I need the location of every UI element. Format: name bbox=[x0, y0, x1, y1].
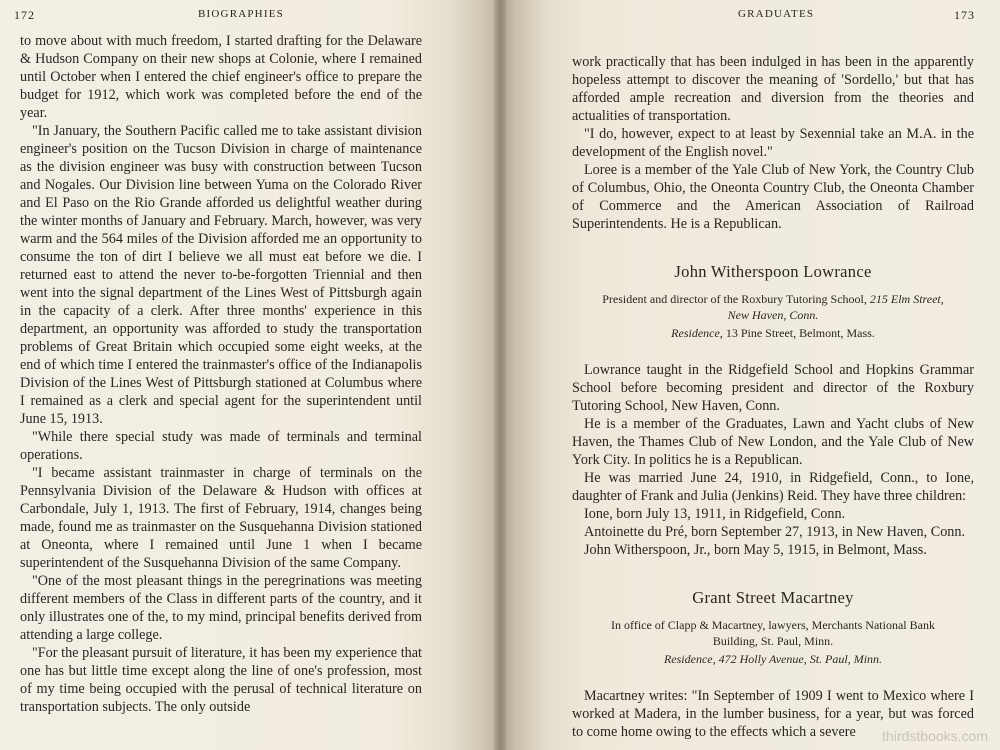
body-paragraph: work practically that has been indulged in has been in the apparently hopeless attempt to discover the meaning of 'Sordello,' but that has afforded ample recreation and diversion from the theories and actualities of transportation. bbox=[572, 54, 974, 124]
body-paragraph: "I do, however, expect to at least by Sexennial take an M.A. in the development of the English novel." bbox=[572, 126, 974, 160]
child-entry: Ione, born July 13, 1911, in Ridgefield, Conn. bbox=[584, 506, 846, 522]
body-paragraph: Loree is a member of the Yale Club of New York, the Country Club of Columbus, Ohio, the Oneonta Country Club, the Oneonta Chamber of Commerce and the American Association of Railroad Superintendents. He is a Republican. bbox=[572, 162, 974, 232]
residence-label: Residence, bbox=[671, 326, 723, 340]
residence-text: 472 Holly Avenue, St. Paul, Minn. bbox=[718, 652, 883, 666]
body-paragraph: Lowrance taught in the Ridgefield School and Hopkins Grammar School before becoming president and director of the Roxbury Tutoring School, New Haven, Conn. bbox=[572, 362, 974, 414]
watermark: thirdstbooks.com bbox=[882, 728, 988, 744]
child-entry: John Witherspoon, Jr., born May 5, 1915, in Belmont, Mass. bbox=[584, 542, 927, 558]
right-page bbox=[500, 0, 1000, 750]
book-gutter bbox=[494, 0, 506, 750]
occupation-address: 215 Elm Street, New Haven, Conn. bbox=[727, 292, 944, 322]
body-paragraph: He is a member of the Graduates, Lawn and Yacht clubs of New Haven, the Thames Club of New London, and the Yale Club of New York City. In politics he is a Republican. bbox=[572, 416, 974, 468]
entry-name-macartney: Grant Street Macartney bbox=[692, 588, 854, 607]
occupation-text: President and director of the Roxbury Tutoring School, bbox=[602, 292, 867, 306]
page-number-right: 173 bbox=[954, 8, 975, 22]
entry-occupation-lowrance bbox=[592, 291, 954, 323]
body-paragraph: "I became assistant trainmaster in charge of terminals on the Pennsylvania Division of the Delaware & Hudson with offices at Carbondale, July 1, 1913. The first of February, 1914, changes being made, found me as trainmaster on the Susquehanna Division stationed at Oneonta, where I remained until June 1 when I became superintendent of the Susquehanna Division of the same Company. bbox=[20, 465, 422, 571]
right-page-body bbox=[572, 53, 974, 741]
running-head-right: GRADUATES bbox=[738, 8, 815, 20]
body-paragraph: "One of the most pleasant things in the peregrinations was meeting different members of the Class in different parts of the country, and it only illustrates one of the, to my mind, principal benefits derived from attending a large college. bbox=[20, 573, 422, 643]
body-paragraph: to move about with much freedom, I started drafting for the Delaware & Hudson Company on their new shops at Colonie, where I remained until October when I entered the chief engineer's office to prepare the budget for 1912, which work was completed before the end of the year. bbox=[20, 33, 422, 121]
entry-residence-lowrance bbox=[572, 325, 974, 341]
residence-text: 13 Pine Street, Belmont, Mass. bbox=[725, 326, 875, 340]
entry-name-lowrance: John Witherspoon Lowrance bbox=[674, 262, 872, 281]
body-paragraph: "While there special study was made of terminals and terminal operations. bbox=[20, 429, 422, 463]
entry-residence-macartney bbox=[572, 651, 974, 667]
residence-label: Residence, bbox=[663, 652, 716, 666]
child-entry: Antoinette du Pré, born September 27, 1913, in New Haven, Conn. bbox=[584, 524, 966, 540]
entry-occupation-macartney: In office of Clapp & Macartney, lawyers, Merchants National Bank Building, St. Paul, Minn. bbox=[611, 618, 935, 648]
body-paragraph: "For the pleasant pursuit of literature, it has been my experience that one has but little time except along the line of one's profession, most of my time being occupied with the perusal of technical literature on transportation subjects. The only outside bbox=[20, 645, 422, 715]
page-number-left: 172 bbox=[14, 8, 35, 22]
body-paragraph: He was married June 24, 1910, in Ridgefield, Conn., to Ione, daughter of Frank and Julia (Jenkins) Reid. They have three children: bbox=[572, 470, 974, 504]
body-paragraph: Macartney writes: "In September of 1909 I went to Mexico where I worked at Madera, in the lumber business, for a year, but was forced to come home owing to the effects which a severe bbox=[572, 688, 974, 740]
running-head-left: BIOGRAPHIES bbox=[198, 8, 284, 20]
left-page-body bbox=[20, 32, 422, 716]
body-paragraph: "In January, the Southern Pacific called me to take assistant division engineer's position on the Tucson Division in charge of maintenance as the division engineer was busy with construction between Tucson and Nogales. Our Division line between Yuma on the Colorado River and El Paso on the Rio Grande afforded us delightful weather during the winter months of January and February. March, however, was very warm and the 564 miles of the Division afforded me an opportunity to consume the ton of dirt I believe we all must eat before we die. I returned east to attend the never to-be-forgotten Triennial and then went into the signal department of the Lines West of Pittsburgh again in the capacity of a clerk. After three months' experience in this department, an opportunity was afforded to study the transportation problems of Great Britain which occupied some eight weeks, at the end of which time I entered the trainmaster's office of the Indianapolis Division of the Lines West of Pittsburgh stationed at Columbus where I remained as a clerk and special agent for the superintendent until June 15, 1913. bbox=[20, 123, 422, 427]
